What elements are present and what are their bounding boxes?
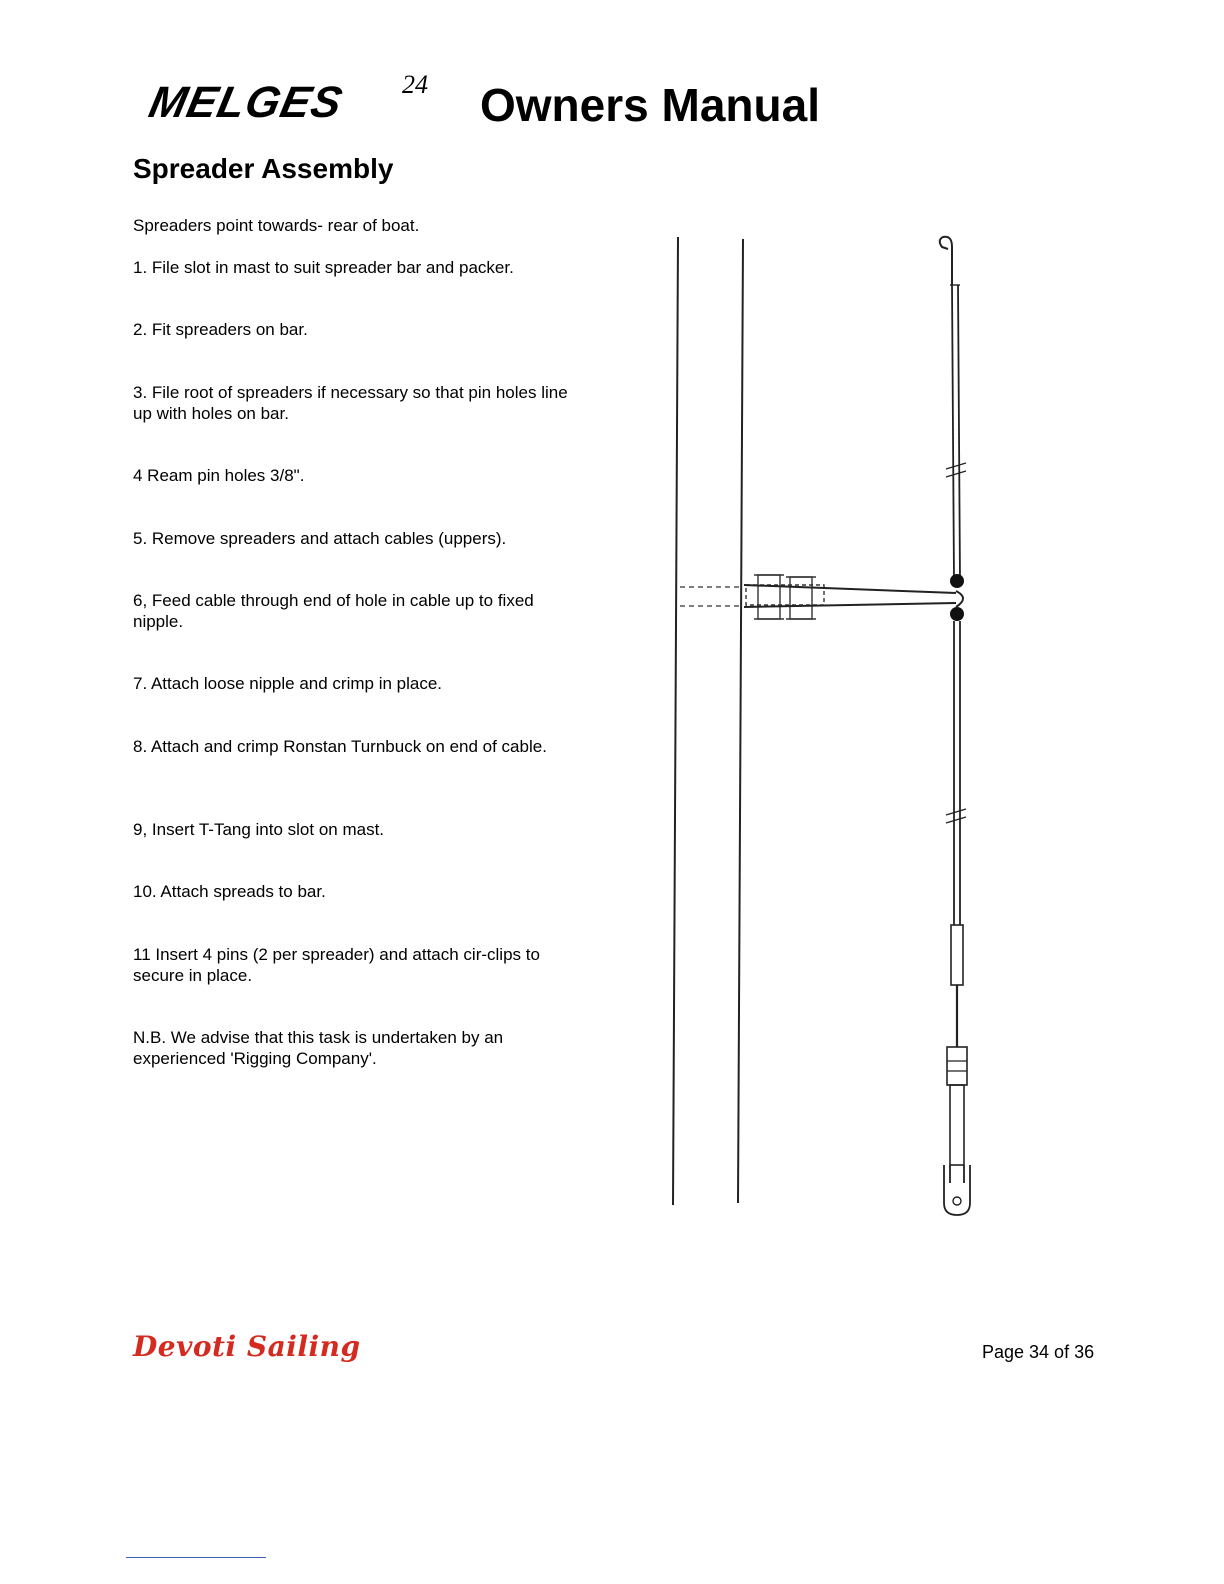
note-nb: N.B. We advise that this task is undertaken by an experienced 'Rigging Company'. xyxy=(133,1028,504,1068)
step-8: 8. Attach and crimp Ronstan Turnbuck on end of cable. xyxy=(133,737,547,756)
break-mark-upper xyxy=(946,463,966,477)
section-title: Spreader Assembly xyxy=(133,153,394,184)
step-4: 4 Ream pin holes 3/8". xyxy=(133,466,305,485)
spreader-arm-top xyxy=(744,585,956,593)
loose-nipple xyxy=(950,607,964,621)
break-mark-lower xyxy=(946,809,966,823)
melges-logo xyxy=(144,70,440,130)
step-11: 11 Insert 4 pins (2 per spreader) and attach cir-clips to secure in place. xyxy=(133,945,540,985)
turnbuckle-lower-body xyxy=(950,1085,964,1165)
spreader-arm-bottom xyxy=(744,603,956,607)
spreader-diagram xyxy=(660,225,1000,1225)
mast-wall-right xyxy=(738,239,743,1203)
spreader-tip xyxy=(956,591,963,607)
logo-superscript: 24 xyxy=(402,70,428,99)
mast-wall-left xyxy=(673,237,678,1205)
top-hook xyxy=(940,237,952,285)
clevis-fork xyxy=(944,1165,970,1215)
devoti-sailing-logo: Devoti Sailing xyxy=(133,1330,361,1363)
intro-text: Spreaders point towards- rear of boat. xyxy=(133,216,420,235)
page-title: Owners Manual xyxy=(480,79,820,131)
step-10: 10. Attach spreads to bar. xyxy=(133,882,326,901)
crimp-sleeve xyxy=(951,925,963,985)
turnbuckle-body xyxy=(947,1047,967,1085)
step-7: 7. Attach loose nipple and crimp in place. xyxy=(133,674,443,693)
step-9: 9, Insert T-Tang into slot on mast. xyxy=(133,820,385,839)
step-1: 1. File slot in mast to suit spreader bar and packer. xyxy=(133,258,514,277)
footer-rule xyxy=(126,1557,266,1558)
page-number: Page 34 of 36 xyxy=(982,1342,1095,1362)
step-6: 6, Feed cable through end of hole in cable up to fixed nipple. xyxy=(133,591,534,631)
spreader-fitting xyxy=(746,575,824,619)
step-3: 3. File root of spreaders if necessary so that pin holes line up with holes on bar. xyxy=(133,383,568,423)
step-2: 2. Fit spreaders on bar. xyxy=(133,320,308,339)
step-5: 5. Remove spreaders and attach cables (uppers). xyxy=(133,529,507,548)
logo-brand: MELGES xyxy=(144,78,348,127)
clevis-pin-hole xyxy=(953,1197,961,1205)
fixed-nipple xyxy=(950,574,964,588)
upper-cable-b xyxy=(958,285,960,581)
upper-cable-a xyxy=(952,285,954,581)
